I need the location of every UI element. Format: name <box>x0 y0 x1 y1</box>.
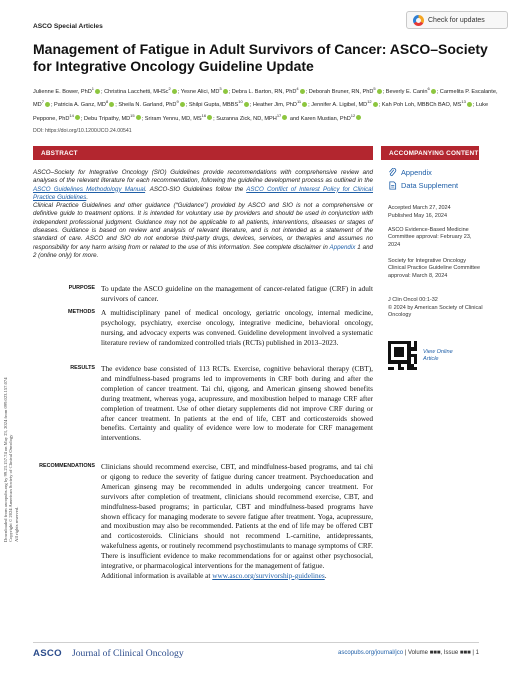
data-supplement-label: Data Supplement <box>401 181 459 190</box>
author-separator: ; <box>436 88 440 95</box>
author-name: Suzanna Zick, ND, MPH <box>216 115 277 122</box>
section-label: ASCO Special Articles <box>33 23 103 30</box>
check-for-updates-button[interactable] <box>406 11 508 29</box>
footer-separator: | <box>472 650 476 656</box>
appendix-label: Appendix <box>401 168 432 177</box>
orcid-icon[interactable] <box>282 115 287 120</box>
orcid-icon[interactable] <box>377 89 382 94</box>
author-affiliation: 16 <box>201 112 207 118</box>
author-name: Shilpi Gupta, MBBS <box>188 102 239 109</box>
disclaimer-text: Clinical Practice Guidelines and other guidance (“Guidance”) provided by ASCO and SIO is not a comprehensive or definitive guide to treatment options. It is intended for voluntary use by providers and should be used in conjunction with independent professional judgment. Guidance may not be applicable to all patients, interventions, diseases or stages of diseases. Guidance is based on review and analysis of relevant literature, and is not intended as a statement of the standard of care. ASCO and SIO do not endorse third-party drugs, devices, services, or therapies and assumes no responsibility for any harm arising from or related to the use of this information. See complete disclaimer in <box>33 202 373 251</box>
author-affiliation: 11 <box>296 99 302 105</box>
author-affiliation: 12 <box>350 112 356 118</box>
appendix-item[interactable] <box>388 168 432 177</box>
author-name: Deborah Bruner, RN, PhD <box>308 88 374 95</box>
orcid-icon[interactable] <box>95 89 100 94</box>
journal-name: Journal of Clinical Oncology <box>72 648 184 659</box>
author-separator: ; <box>185 102 189 109</box>
accepted-date: Accepted March 27, 2024 <box>388 205 451 211</box>
recommendations-body: Clinicians should recommend exercise, CBT, and mindfulness-based programs, and tai chi or qigong to reduce the severity of fatigue during cancer treatment. Psychoeducation and American ginseng may be recommended in adults undergoing cancer treatment. For survivors after completion of treatment, clinicians should recommend exercise, CBT, and mindfulness-based programs; in particular, CBT and mindfulness-based programs have shown efficacy for managing moderate to severe fatigue after treatment. Yoga, acupressure, and moxibustion may also be recommended. Patients at the end of life may be offered CBT and corticosteroids. Clinicians should not recommend L-carnitine, antidepressants, wakefulness agents, or routinely recommend psychostimulants to manage symptoms of CRF. There is insufficient evidence to make recommendations for or against other psychosocial, integrative, or pharmacological interventions for the management of fatigue. <box>101 462 373 571</box>
footer-info <box>338 650 479 656</box>
footer-divider <box>33 642 479 643</box>
additional-info <box>101 571 373 581</box>
author-name: Kah Poh Loh, MBBCh BAO, MS <box>381 102 462 109</box>
author-affiliation: 2 <box>168 86 171 91</box>
orcid-icon[interactable] <box>172 89 177 94</box>
author-affiliation: 13 <box>461 99 466 105</box>
intro-text: . <box>86 193 89 201</box>
author-name: Jennifer A. Ligibel, MD <box>311 102 368 109</box>
asco-approval: ASCO Evidence-Based Medicine Committee approval: February 23, 2024 <box>388 227 472 248</box>
orcid-icon[interactable] <box>180 102 185 107</box>
download-note <box>3 212 19 542</box>
conflict-policy-link[interactable]: ASCO Conflict of Interest Policy for Clinical Practice Guidelines <box>33 185 373 201</box>
footer-separator: | <box>404 650 408 656</box>
disclaimer-paragraph <box>33 202 373 260</box>
intro-text: ASCO–Society for Integrative Oncology (SIO) Guidelines provide recommendations with comprehensive review and analyses of the relevant literature for each recommendation, following the guideline development process as outlined in the <box>33 169 373 185</box>
orcid-icon[interactable] <box>244 102 249 107</box>
author-affiliation: 9 <box>176 99 179 105</box>
recommendations-label: RECOMMENDATIONS <box>39 463 95 469</box>
author-separator: ; <box>378 102 382 109</box>
purpose-label: PURPOSE <box>68 285 95 291</box>
author-separator: ; <box>228 88 232 95</box>
author-name: Patricia A. Ganz, MD <box>54 102 106 109</box>
results-text: The evidence base consisted of 113 RCTs. Exercise, cognitive behavioral therapy (CBT), and mindfulness-based programs led to improvements in CRF both during and after the completion of cancer treatment. Tai chi, qigong, and American ginseng showed benefits during treatment, whereas yoga, acupressure, and moxibustion helped to manage CRF after completion of treatment. Use of other dietary supplements did not improve CRF during or after cancer treatment. In patients at the end of life, CBT and corticosteroids showed benefits. Certainty and quality of evidence were low to moderate for CRF management interventions. <box>101 364 373 443</box>
author-separator: ; <box>177 88 181 95</box>
methods-label: METHODS <box>68 309 95 315</box>
author-name: Beverly E. Canin <box>385 88 428 95</box>
author-affiliation: 5 <box>373 86 376 91</box>
methods-text: A multidisciplinary panel of medical oncology, geriatric oncology, internal medicine, psychology, psychiatry, exercise oncology, integrative medicine, behavioral oncology, nursing, and advocacy experts was convened. Guideline development involved a systematic literature review of randomized controlled trials (RCTs) published in 2013–2023. <box>101 308 373 347</box>
author-name: Debu Tripathy, MD <box>83 115 131 122</box>
download-note-line: Downloaded from ascopubs.org by 99.23.157.74 on May 23, 2024 from 099.023.157.074 <box>3 377 8 542</box>
orcid-icon[interactable] <box>373 102 378 107</box>
author-separator: ; <box>305 88 309 95</box>
author-separator: ; <box>141 115 145 122</box>
download-note-line: Copyright © 2024 American Society of Clinical Oncology <box>8 434 14 542</box>
author-affiliation: 7 <box>41 99 44 105</box>
author-name: Heather Jim, PhD <box>252 102 297 109</box>
author-affiliation: 10 <box>238 99 243 105</box>
orcid-icon[interactable] <box>302 102 307 107</box>
copyright: © 2024 by American Society of Clinical Oncology <box>388 305 483 319</box>
sio-approval: Society for Integrative Oncology Clinical Practice Guideline Committee approval: March 8, 2024 <box>388 258 481 279</box>
survivorship-guidelines-link[interactable]: www.asco.org/survivorship-guidelines <box>212 570 325 580</box>
data-supplement-item[interactable] <box>388 181 458 190</box>
author-affiliation: 17 <box>276 112 282 118</box>
intro-paragraph <box>33 169 373 202</box>
author-name: Yesne Alici, MD <box>180 88 220 95</box>
download-note-line: All rights reserved. <box>13 506 19 542</box>
qr-code[interactable] <box>388 341 417 370</box>
orcid-icon[interactable] <box>356 115 361 120</box>
author-name: Carmelita P. Escalante, MD <box>33 88 498 109</box>
recommendations-text <box>101 462 373 581</box>
author-affiliation: 15 <box>130 112 135 118</box>
author-affiliation: 4 <box>296 86 299 91</box>
results-label: RESULTS <box>70 365 95 371</box>
orcid-icon[interactable] <box>467 102 472 107</box>
additional-info-text: Additional information is available at <box>101 570 213 580</box>
author-name: Debra L. Barton, RN, PhD <box>231 88 297 95</box>
author-affiliation: 6 <box>427 86 430 91</box>
orcid-icon[interactable] <box>300 89 305 94</box>
check-for-updates-label: Check for updates <box>428 16 485 24</box>
citation: J Clin Oncol 00:1-32 <box>388 297 438 303</box>
journal-url[interactable]: ascopubs.org/journal/jco <box>338 650 404 656</box>
author-name: Christina Lacchetti, MHSc <box>104 88 169 95</box>
orcid-icon[interactable] <box>431 89 436 94</box>
asco-logo: ASCO <box>33 648 62 659</box>
qr-module <box>414 367 417 370</box>
orcid-icon[interactable] <box>207 115 212 120</box>
accompanying-content-heading: ACCOMPANYING CONTENT <box>381 146 479 160</box>
paperclip-icon <box>388 168 397 177</box>
orcid-icon[interactable] <box>223 89 228 94</box>
methodology-manual-link[interactable]: ASCO Guidelines Methodology Manual <box>33 185 146 193</box>
author-separator: ; <box>101 88 105 95</box>
author-affiliation: 1 <box>91 86 95 91</box>
disclaimer-text: 1 and 2 (online only) for more. <box>33 243 374 259</box>
author-affiliation: 8 <box>105 99 109 105</box>
intro-text: . ASCO-SIO Guidelines follow the <box>145 185 247 193</box>
abstract-intro <box>33 169 373 260</box>
author-name: Sheila N. Garland, PhD <box>118 102 177 109</box>
document-icon <box>388 181 397 190</box>
author-separator: ; <box>213 115 217 122</box>
article-title: Management of Fatigue in Adult Survivors of Cancer: ASCO–Society for Integrative Oncology Guideline Update <box>33 41 488 74</box>
author-separator: ; <box>308 102 312 109</box>
crossmark-icon <box>413 15 424 26</box>
author-name: Julienne E. Bower, PhD <box>33 88 92 95</box>
doi-link[interactable]: DOI: https://doi.org/10.1200/JCO.24.00541 <box>33 128 132 134</box>
orcid-icon[interactable] <box>45 102 50 107</box>
author-separator: ; <box>80 115 84 122</box>
additional-info-text: . <box>324 570 327 580</box>
published-date: Published May 16, 2024 <box>388 213 448 219</box>
author-name: Luke Peppone, PhD <box>33 102 489 122</box>
page-number: 1 <box>475 650 479 656</box>
volume-issue: Volume ■■■, Issue ■■■ <box>407 650 471 656</box>
author-affiliation: 14 <box>69 112 74 118</box>
purpose-text: To update the ASCO guideline on the management of cancer-related fatigue (CRF) in adult survivors of cancer. <box>101 284 373 303</box>
orcid-icon[interactable] <box>75 115 80 120</box>
author-separator: ; <box>382 88 386 95</box>
orcid-icon[interactable] <box>109 102 114 107</box>
author-affiliation: 3 <box>219 86 222 91</box>
author-name: and Karen Mustian, PhD <box>289 115 351 122</box>
author-separator: ; <box>249 102 253 109</box>
author-list <box>33 84 498 124</box>
abstract-heading: ABSTRACT <box>33 146 373 160</box>
author-affiliation: 12 <box>367 99 372 105</box>
author-separator: ; <box>472 102 476 109</box>
orcid-icon[interactable] <box>136 115 141 120</box>
author-separator: ; <box>115 102 119 109</box>
author-name: Sriram Yennu, MD, MS <box>144 115 202 122</box>
appendix-link[interactable]: Appendix <box>329 243 356 251</box>
author-separator: ; <box>50 102 55 109</box>
view-online-link[interactable]: View Online Article <box>423 349 453 362</box>
